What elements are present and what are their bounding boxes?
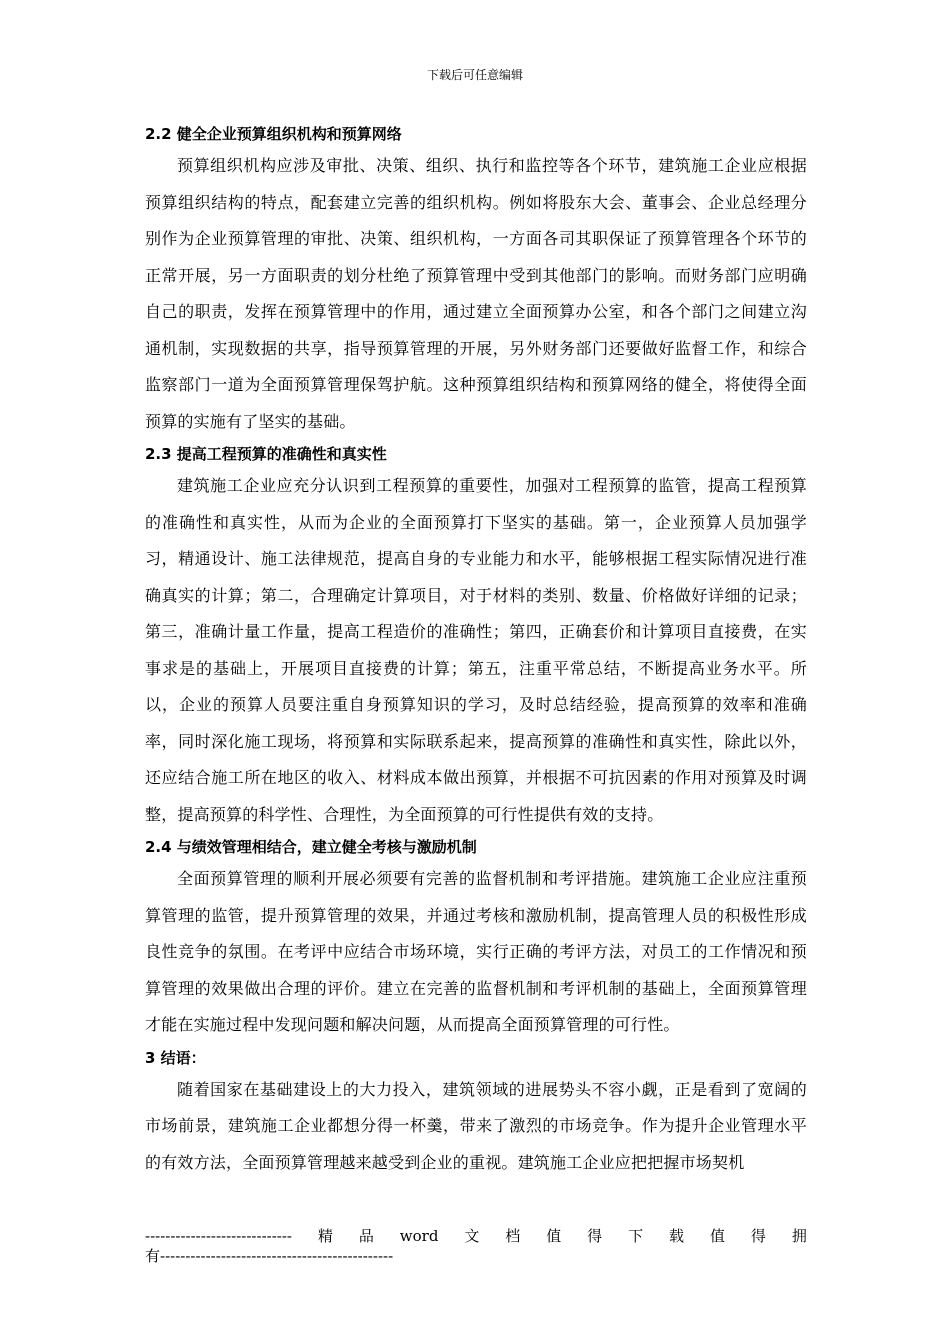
section-2-3-paragraph: 建筑施工企业应充分认识到工程预算的重要性，加强对工程预算的监管，提高工程预算的准确性和真实性，从而为企业的全面预算打下坚实的基础。第一，企业预算人员加强学习，精通设计、施工法律规范，提高自身的专业能力和水平，能够根据工程实际情况进行准确真实的计算；第二，合理确定计算项目，对于材料的类别、数量、价格做好详细的记录；第三，准确计量工作量，提高工程造价的准确性；第四，正确套价和计算项目直接费，在实事求是的基础上，开展项目直接费的计算；第五，注重平常总结，不断提高业务水平。所以，企业的预算人员要注重自身预算知识的学习，及时总结经验，提高预算的效率和准确率，同时深化施工现场，将预算和实际联系起来，提高预算的准确性和真实性，除此以外，还应结合施工所在地区的收入、材料成本做出预算，并根据不可抗因素的作用对预算及时调整，提高预算的科学性、合理性，为全面预算的可行性提供有效的支持。	[145, 476, 807, 824]
footer-word: 精	[317, 1227, 333, 1245]
footer-word: word	[399, 1227, 439, 1245]
footer-word: 得	[750, 1227, 766, 1245]
footer-word: 品	[358, 1227, 374, 1245]
section-2-3-heading: 2.3 提高工程预算的准确性和真实性	[145, 445, 387, 463]
section-2-4-heading: 2.4 与绩效管理相结合，建立健全考核与激励机制	[145, 838, 477, 856]
footer-word: 得	[587, 1227, 603, 1245]
footer-dashes: -----------------------------	[145, 1227, 292, 1245]
page-footer	[145, 1226, 807, 1266]
footer-line-1	[145, 1226, 807, 1246]
page-header: 下载后可任意编辑	[426, 68, 523, 82]
section-2-2-paragraph: 预算组织机构应涉及审批、决策、组织、执行和监控等各个环节，建筑施工企业应根据预算组织结构的特点，配套建立完善的组织机构。例如将股东大会、董事会、企业总经理分别作为企业预算管理的审批、决策、组织机构，一方面各司其职保证了预算管理各个环节的正常开展，另一方面职责的划分杜绝了预算管理中受到其他部门的影响。而财务部门应明确自己的职责，发挥在预算管理中的作用，通过建立全面预算办公室，和各个部门之间建立沟通机制，实现数据的共享，指导预算管理的开展，另外财务部门还要做好监督工作，和综合监察部门一道为全面预算管理保驾护航。这种预算组织结构和预算网络的健全，将使得全面预算的实施有了坚实的基础。	[145, 156, 807, 431]
footer-word: 载	[669, 1227, 685, 1245]
section-2-2-heading: 2.2 健全企业预算组织机构和预算网络	[145, 125, 402, 143]
document-body	[145, 120, 807, 1181]
footer-word: 值	[546, 1227, 562, 1245]
footer-word: 文	[464, 1227, 480, 1245]
footer-word: 档	[505, 1227, 521, 1245]
section-3-paragraph: 随着国家在基础建设上的大力投入，建筑领域的进展势头不容小觑，正是看到了宽阔的市场前景，建筑施工企业都想分得一杯羹，带来了激烈的市场竞争。作为提升企业管理水平的有效方法，全面预算管理越来越受到企业的重视。建筑施工企业应把把握市场契机	[145, 1079, 807, 1172]
section-2-4-paragraph: 全面预算管理的顺利开展必须要有完善的监督机制和考评措施。建筑施工企业应注重预算管理的监管，提升预算管理的效果，并通过考核和激励机制，提高管理人员的积极性形成良性竞争的氛围。在考评中应结合市场环境，实行正确的考评方法，对员工的工作情况和预算管理的效果做出合理的评价。建立在完善的监督机制和考评机制的基础上，全面预算管理才能在实施过程中发现问题和解决问题，从而提高全面预算管理的可行性。	[145, 869, 807, 1034]
footer-word: 拥	[791, 1227, 807, 1245]
footer-word: 值	[709, 1227, 725, 1245]
section-3-heading: 3 结语：	[145, 1048, 206, 1067]
footer-word: 下	[628, 1227, 644, 1245]
footer-line-2: 有----------------------------------------------	[145, 1247, 394, 1265]
